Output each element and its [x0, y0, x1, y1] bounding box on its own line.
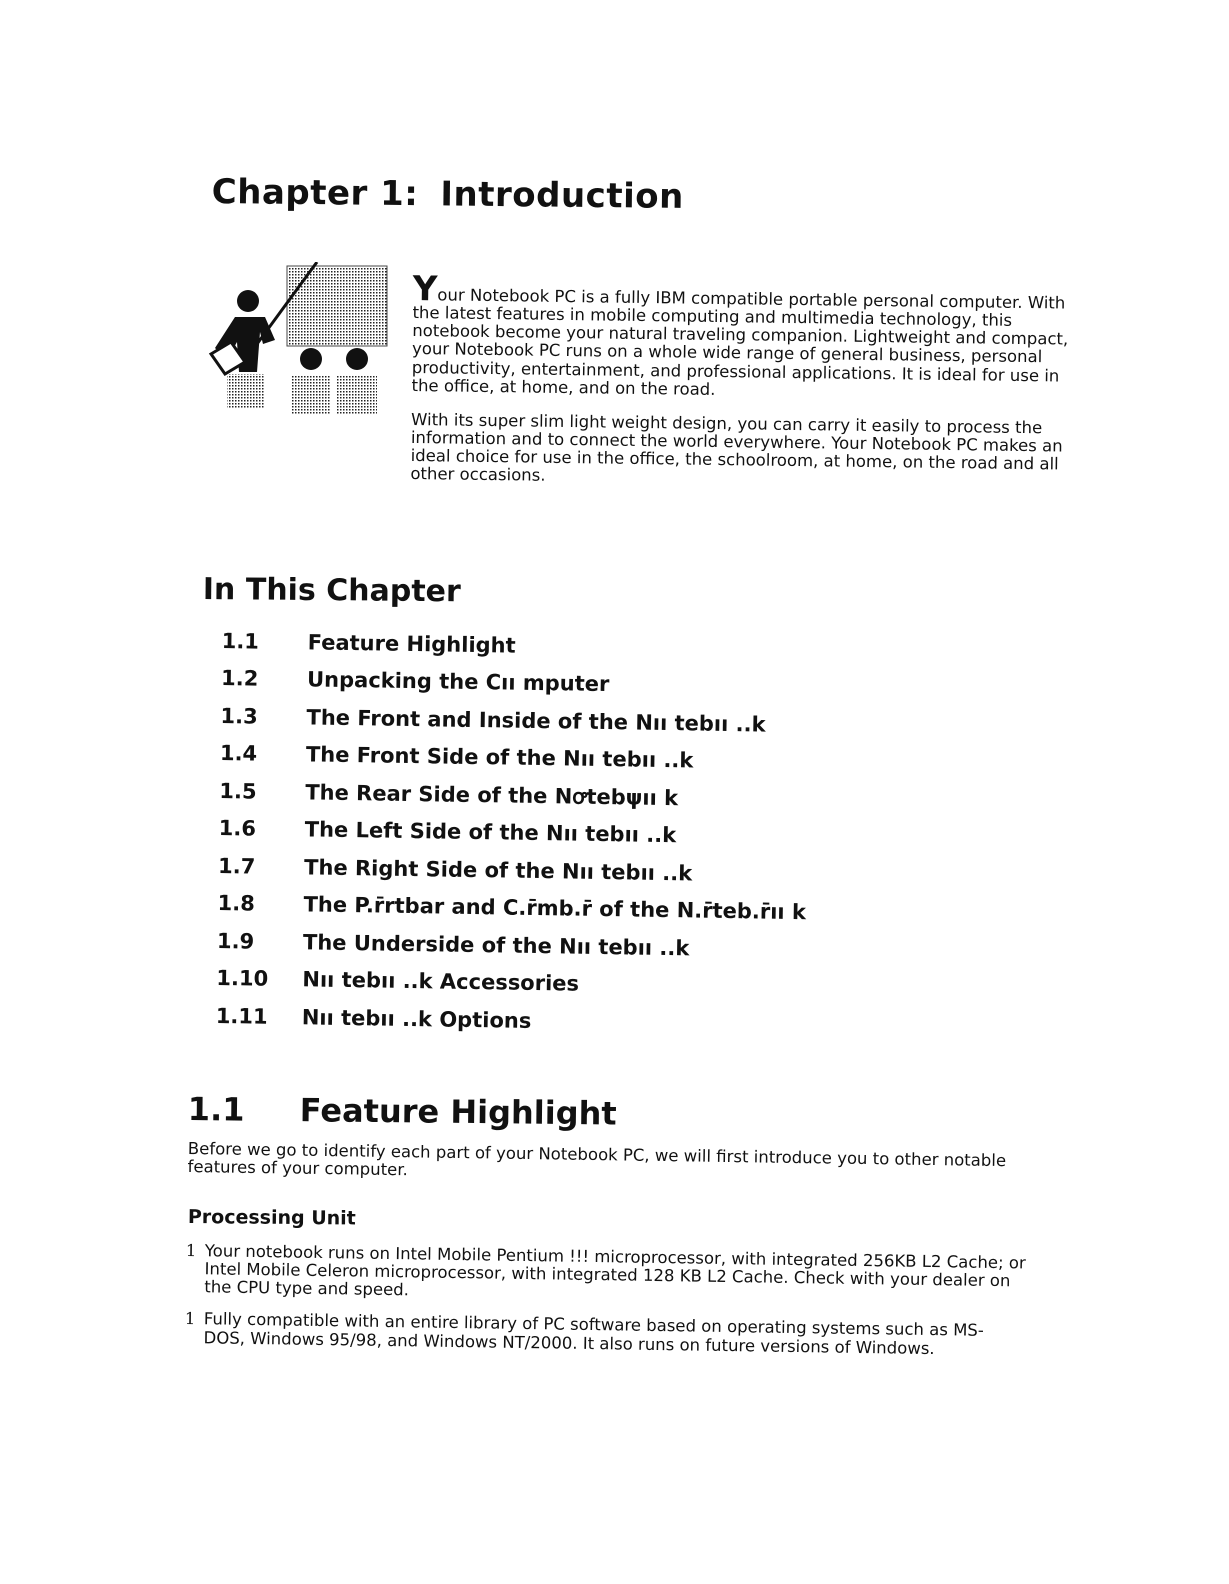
chapter-contents-list — [216, 622, 842, 1044]
in-this-chapter-heading: In This Chapter — [202, 572, 461, 610]
toc-item[interactable]: 1.6 The Left Side of the Nıı tebıı ..k — [218, 816, 677, 848]
list-item: 1 Your notebook runs on Intel Mobile Pentium !!! microprocessor, with integrated 256KB L2 Cache; or Intel Mobile Celeron microprocessor, with integrated 128 KB L2 Cache. Check with your dealer on the CPU type and speed. — [185, 1241, 1026, 1300]
toc-item[interactable]: 1.2 Unpacking the Cıı mputer — [220, 666, 610, 697]
toc-item[interactable]: 1.5 The Rear Side of the Nꝍtebψıı k — [219, 778, 679, 810]
subsection-heading: Processing Unit — [187, 1206, 356, 1230]
section-intro: Before we go to identify each part of your Notebook PC, we will first introduce you to other notable features of your computer. — [187, 1139, 1007, 1180]
intro-text — [410, 269, 1073, 508]
toc-item[interactable]: 1.10 Nıı tebıı ..k Accessories — [216, 966, 580, 996]
toc-item[interactable]: 1.4 The Front Side of the Nıı tebıı ..k — [219, 741, 694, 773]
list-item: 1 Fully compatible with an entire library of PC software based on operating systems such as MS-DOS, Windows 95/98, and Windows NT/2000. It also runs on future versions of Windows. — [184, 1309, 984, 1358]
toc-item[interactable]: 1.7 The Right Side of the Nıı tebıı ..k — [217, 853, 693, 886]
intro-paragraph-2: With its super slim light weight design, you can carry it easily to process the information and to connect the world everywhere. Your Notebook PC makes an ideal choice for use in the office, the schoolroom, at home, on the road and all other occasions. — [410, 409, 1063, 486]
drop-cap: Y — [412, 269, 438, 310]
toc-item[interactable]: 1.1 Feature Highlight — [221, 628, 516, 658]
bullet-mark: 1 — [185, 1241, 197, 1261]
section-title: Feature Highlight — [299, 1091, 617, 1133]
toc-item[interactable]: 1.9 The Underside of the Nıı tebıı ..k — [216, 928, 690, 961]
chapter-name: Introduction — [440, 174, 684, 217]
section-heading — [188, 1090, 617, 1132]
presenter-with-audience-icon — [205, 262, 390, 417]
toc-item[interactable]: 1.8 The P.r̄rtbar and C.r̄mb.r̄ of the N.r̄teb.r̄ıı k — [217, 891, 807, 925]
feature-list — [184, 1242, 1026, 1373]
chapter-label: Chapter 1: — [211, 172, 419, 215]
bullet-mark: 1 — [184, 1309, 196, 1329]
chapter-title — [212, 172, 684, 217]
section-number: 1.1 — [187, 1090, 245, 1129]
toc-item[interactable]: 1.3 The Front and Inside of the Nıı tebıı ..k — [220, 703, 766, 737]
toc-item[interactable]: 1.11 Nıı tebıı ..k Options — [215, 1003, 532, 1033]
intro-paragraph-1: Your Notebook PC is a fully IBM compatible portable personal computer. With the latest features in mobile computing and multimedia technology, this notebook become your natural traveling companion. Lightweight and compact, your Notebook PC runs on a whole wide range of general business, personal productivity, entertainment, and professional applications. It is ideal for use in the office, at home, and on the road. — [411, 269, 1069, 399]
